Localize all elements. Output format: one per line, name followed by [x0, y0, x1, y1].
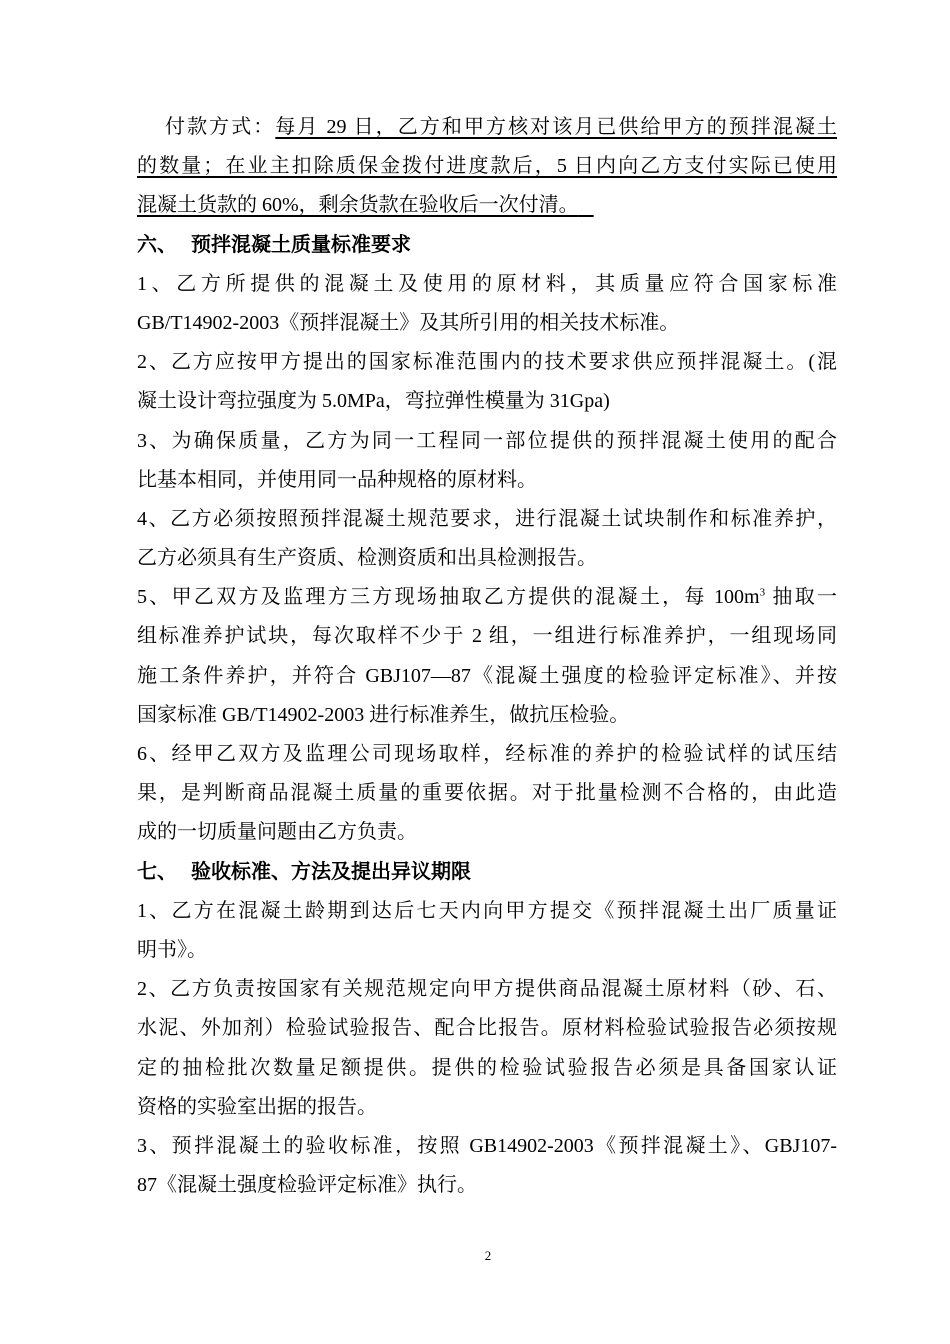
- paragraph-line: 凝土设计弯拉强度为 5.0MPa，弯拉弹性模量为 31Gpa): [137, 390, 610, 413]
- paragraph-line: 明书》。: [137, 938, 207, 961]
- paragraph-line: 3、为确保质量，乙方为同一工程同一部位提供的预拌混凝土使用的配合: [137, 429, 837, 452]
- document-body: [137, 108, 837, 1205]
- paragraph-line: 成的一切质量问题由乙方负责。: [137, 821, 417, 844]
- paragraph-line: 6、经甲乙双方及监理公司现场取样，经标准的养护的检验试样的试压结: [137, 743, 837, 765]
- payment-label: 付款方式：: [165, 116, 276, 138]
- text: 5、甲乙双方及监理方三方现场抽取乙方提供的混凝土，每 100m: [137, 586, 760, 609]
- paragraph-line: 1、乙方在混凝土龄期到达后七天内向甲方提交《预拌混凝土出厂质量证: [137, 899, 837, 922]
- payment-text: 每月 29 日，乙方和甲方核对该月已供给甲方的预拌混凝土: [275, 116, 838, 138]
- section-title: 验收标准、方法及提出异议期限: [191, 860, 471, 883]
- payment-terms-line: [137, 186, 837, 225]
- paragraph-line: 施工条件养护，并符合 GBJ107—87《混凝土强度的检验评定标准》、并按: [137, 664, 837, 687]
- paragraph-line: 4、乙方必须按照预拌混凝土规范要求，进行混凝土试块制作和标准养护，: [137, 507, 837, 530]
- paragraph-line: 资格的实验室出据的报告。: [137, 1095, 377, 1118]
- paragraph-line: 比基本相同，并使用同一品种规格的原材料。: [137, 468, 537, 491]
- section-number: 七、: [137, 860, 177, 883]
- paragraph-line: 组标准养护试块，每次取样不少于 2 组，一组进行标准养护，一组现场同: [137, 625, 837, 648]
- paragraph-line: 1、乙方所提供的混凝土及使用的原材料，其质量应符合国家标准: [137, 272, 837, 295]
- section-title: 预拌混凝土质量标准要求: [191, 233, 411, 256]
- section-number: 六、: [137, 233, 177, 256]
- paragraph-line: 87《混凝土强度检验评定标准》执行。: [137, 1174, 477, 1197]
- paragraph-line: 3、预拌混凝土的验收标准，按照 GB14902-2003《预拌混凝土》、GBJ107-: [137, 1134, 837, 1157]
- superscript: 3: [759, 586, 766, 599]
- payment-terms-line: 的数量；在业主扣除质保金拨付进度款后，5 日内向乙方支付实际已使用: [137, 155, 837, 178]
- paragraph-line: 2、乙方负责按国家有关规范规定向甲方提供商品混凝土原材料（砂、石、: [137, 978, 837, 1001]
- payment-terms-line: [137, 108, 837, 147]
- paragraph-line: 水泥、外加剂）检验试验报告、配合比报告。原材料检验试验报告必须按规: [137, 1017, 837, 1040]
- paragraph-line: 2、乙方应按甲方提出的国家标准范围内的技术要求供应预拌混凝土。(混: [137, 351, 837, 374]
- page-number: 2: [484, 1248, 492, 1263]
- paragraph-line: 果，是判断商品混凝土质量的重要依据。对于批量检测不合格的，由此造: [137, 782, 837, 805]
- paragraph-line: [137, 578, 837, 617]
- paragraph-line: 乙方必须具有生产资质、检测资质和出具检测报告。: [137, 547, 597, 570]
- text: 抽取一: [765, 586, 838, 609]
- section-heading: [137, 226, 837, 265]
- paragraph-line: GB/T14902-2003《预拌混凝土》及其所引用的相关技术标准。: [137, 311, 680, 334]
- section-heading: [137, 853, 837, 892]
- paragraph-line: 国家标准 GB/T14902-2003 进行标准养生，做抗压检验。: [137, 703, 630, 726]
- paragraph-line: 定的抽检批次数量足额提供。提供的检验试验报告必须是具备国家认证: [137, 1056, 837, 1079]
- payment-text: 混凝土货款的 60%，剩余货款在验收后一次付清。: [137, 194, 579, 217]
